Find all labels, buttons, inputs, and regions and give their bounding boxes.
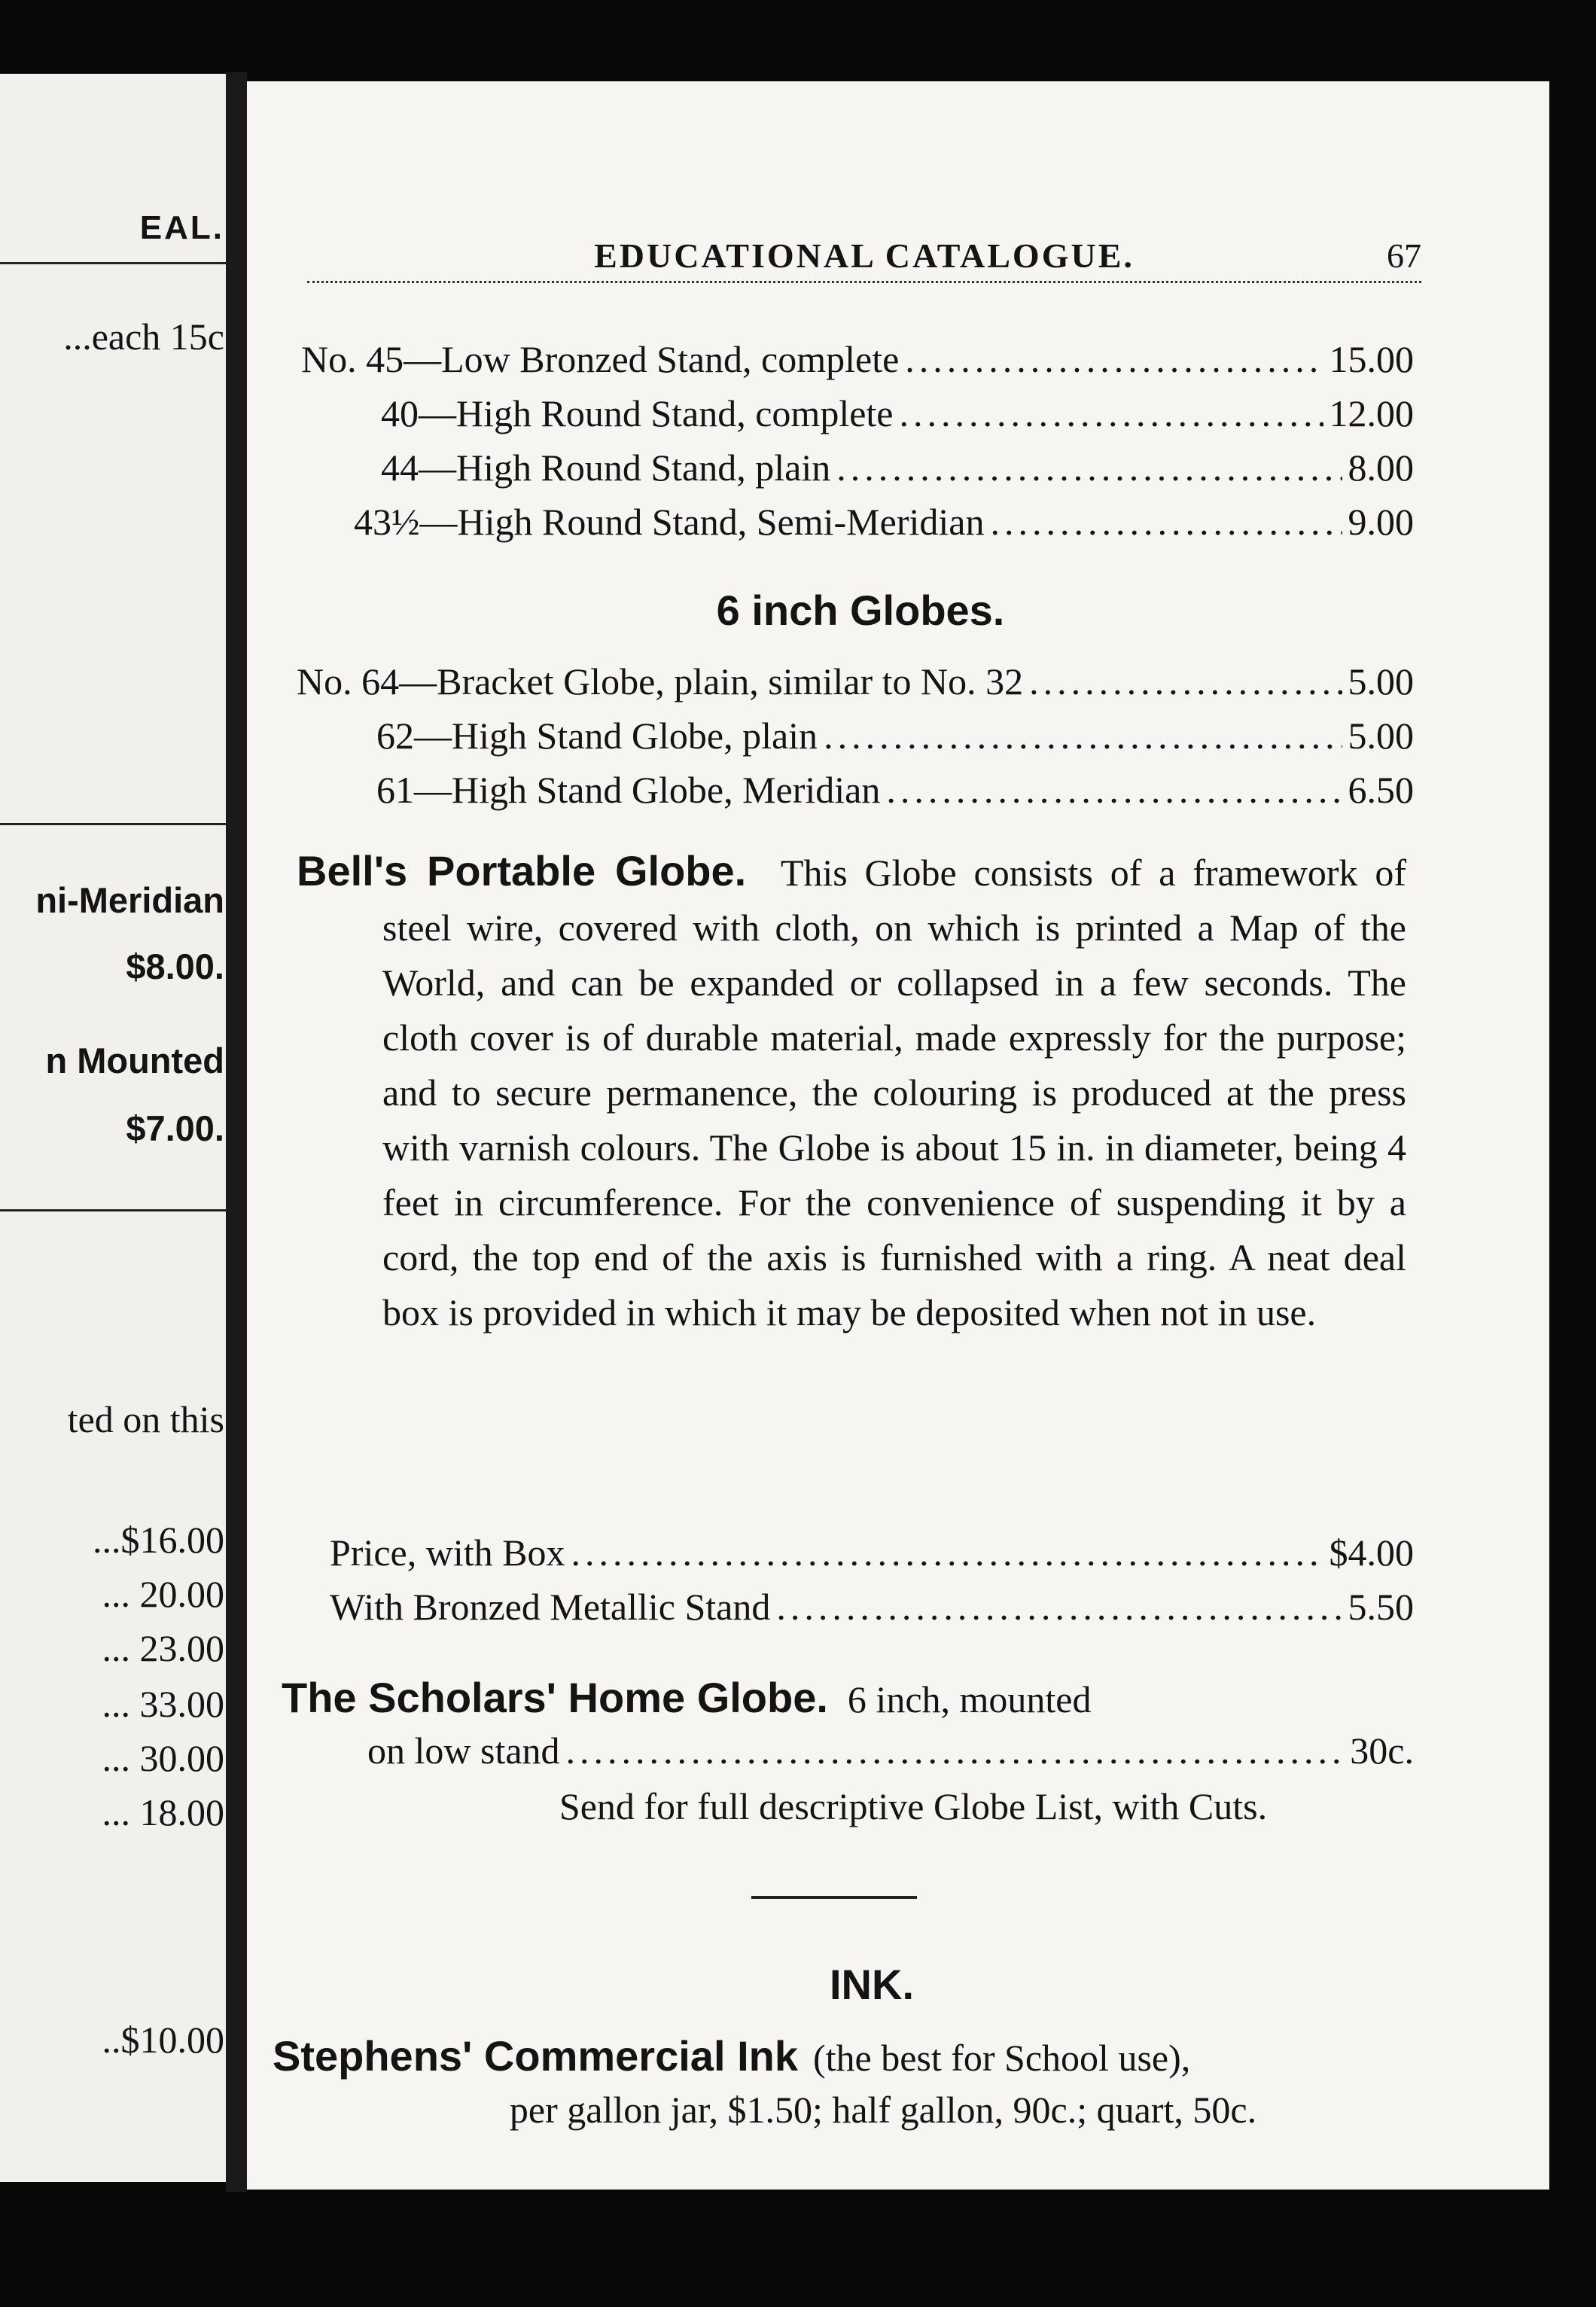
leader-dots <box>824 714 1342 757</box>
price-row <box>301 337 1414 381</box>
catalogue-page <box>247 81 1549 2190</box>
item-label: No. 45—Low Bronzed Stand, complete <box>301 338 900 380</box>
item-price: 5.00 <box>1348 660 1414 702</box>
left-line: ... 33.00 <box>102 1683 224 1725</box>
item-label: Price, with Box <box>330 1531 565 1574</box>
left-header-rule <box>0 262 239 264</box>
globe-list-note: Send for full descriptive Globe List, with Cuts. <box>559 1785 1268 1827</box>
book-spine <box>226 72 247 2192</box>
left-line: n Mounted <box>45 1041 224 1080</box>
left-line: $7.00. <box>126 1108 224 1148</box>
price-row <box>354 500 1414 544</box>
left-line: ...$16.00 <box>93 1519 224 1561</box>
left-divider <box>0 1209 239 1211</box>
item-price: 30c. <box>1350 1729 1414 1772</box>
item-label: on low stand <box>367 1729 560 1772</box>
item-label: 43½—High Round Stand, Semi-Meridian <box>354 501 985 543</box>
price-row <box>376 768 1414 812</box>
item-price: $4.00 <box>1329 1531 1414 1574</box>
item-price: 6.50 <box>1348 769 1414 811</box>
section-heading-6-inch-globes: 6 inch Globes. <box>716 587 1005 634</box>
page-header <box>307 236 1421 283</box>
left-line: ... 20.00 <box>102 1573 224 1615</box>
leader-dots <box>566 1729 1345 1772</box>
leader-dots <box>905 337 1323 381</box>
left-line: ..$10.00 <box>102 2019 224 2061</box>
item-label: 44—High Round Stand, plain <box>381 446 831 489</box>
left-line: ted on this <box>67 1398 224 1440</box>
price-row <box>330 1531 1414 1574</box>
left-line: $8.00. <box>126 946 224 986</box>
left-divider <box>0 823 239 825</box>
price-row <box>381 392 1414 435</box>
item-label: With Bronzed Metallic Stand <box>330 1586 771 1628</box>
scholars-description: 6 inch, mounted <box>847 1678 1092 1720</box>
price-row <box>330 1585 1414 1629</box>
page-title: EDUCATIONAL CATALOGUE. <box>594 236 1135 275</box>
item-price: 5.50 <box>1348 1586 1414 1628</box>
leader-dots <box>571 1531 1323 1574</box>
left-header-fragment: EAL. <box>139 209 224 246</box>
bells-portable-globe-heading: Bell's Portable Globe. <box>297 847 747 894</box>
item-label: 40—High Round Stand, complete <box>381 392 894 434</box>
leader-dots <box>990 500 1342 544</box>
item-price: 12.00 <box>1329 392 1414 434</box>
leader-dots <box>836 446 1342 489</box>
bells-portable-globe-paragraph <box>297 843 1406 1340</box>
left-line: ... 23.00 <box>102 1627 224 1669</box>
scholars-heading-row <box>282 1670 1091 1725</box>
section-heading-ink: INK. <box>830 1961 914 2008</box>
left-line: ... 30.00 <box>102 1737 224 1779</box>
item-label: 61—High Stand Globe, Meridian <box>376 769 881 811</box>
item-label: No. 64—Bracket Globe, plain, similar to No. 32 <box>297 660 1024 702</box>
bells-description: This Globe consists of a framework of steel wire, covered with cloth, on which is printed a Map of the World, and can be expanded or collapsed in a few seconds. The cloth cover is of durable material, made expressly for the purpose; and to secure permanence, the colouring is produced at the press with varnish colours. The Globe is about 15 in. in diameter, being 4 feet in circumference. For the convenience of suspending it by a cord, the top end of the axis is furnished with a ring. A neat deal box is provided in which it may be deposited when not in use. <box>382 852 1407 1333</box>
left-line: ni-Meridian <box>35 880 224 920</box>
price-row <box>376 714 1414 757</box>
leader-dots <box>900 392 1323 435</box>
ink-product-note: (the best for School use), <box>812 2037 1191 2079</box>
left-line: ...each 15c <box>63 315 224 358</box>
ink-prices: per gallon jar, $1.50; half gallon, 90c.; quart, 50c. <box>509 2089 1257 2131</box>
item-label: 62—High Stand Globe, plain <box>376 715 818 757</box>
leader-dots <box>776 1585 1342 1629</box>
leader-dots <box>886 768 1342 812</box>
item-price: 15.00 <box>1329 338 1414 380</box>
ink-product-name: Stephens' Commercial Ink <box>273 2032 798 2080</box>
left-line: ... 18.00 <box>102 1791 224 1833</box>
scholars-home-globe-heading: The Scholars' Home Globe. <box>282 1674 828 1721</box>
item-price: 5.00 <box>1348 715 1414 757</box>
left-page-fragment <box>0 74 239 2182</box>
section-divider <box>751 1896 917 1899</box>
price-row <box>381 446 1414 489</box>
price-row <box>297 660 1414 703</box>
ink-product-row <box>273 2031 1190 2080</box>
item-price: 9.00 <box>1348 501 1414 543</box>
price-row <box>367 1729 1414 1772</box>
item-price: 8.00 <box>1348 446 1414 489</box>
page-number: 67 <box>1387 236 1421 275</box>
leader-dots <box>1029 660 1342 703</box>
